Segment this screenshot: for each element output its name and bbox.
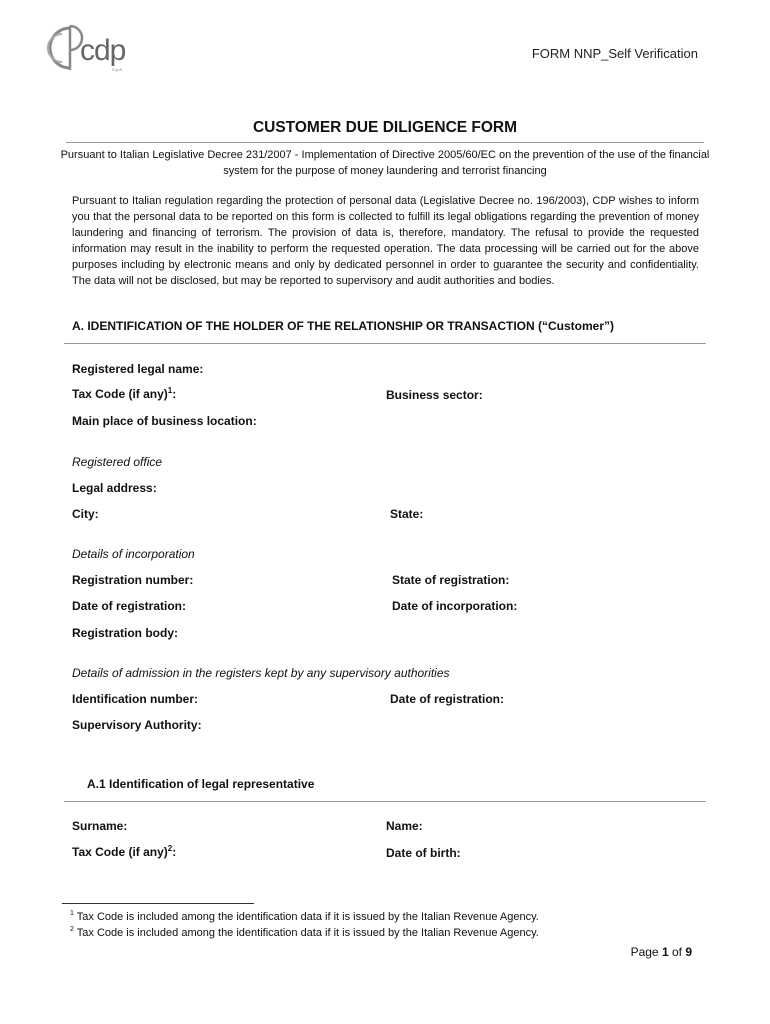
legal-address-label: Legal address:	[72, 481, 157, 495]
footnote-separator	[62, 903, 254, 904]
date-of-incorporation-label: Date of incorporation:	[392, 599, 518, 613]
page-current: 1	[661, 945, 669, 959]
registered-legal-name-label: Registered legal name:	[72, 362, 204, 376]
logo-spa: S.p.A.	[112, 67, 123, 72]
footnote-2-text: Tax Code is included among the identification data if it is issued by the Italian Revenue Agency.	[73, 927, 539, 939]
footnote-2	[70, 927, 539, 939]
date-of-birth-label: Date of birth:	[386, 846, 461, 860]
state-of-registration-label: State of registration:	[392, 573, 510, 587]
business-sector-label: Business sector:	[386, 388, 483, 402]
name-label: Name:	[386, 819, 423, 833]
admission-subheading: Details of admission in the registers kept by any supervisory authorities	[72, 666, 450, 680]
logo-wordmark: cdp	[80, 34, 126, 67]
incorporation-subheading: Details of incorporation	[72, 547, 195, 561]
form-identifier: FORM NNP_Self Verification	[531, 46, 698, 61]
section-a1-heading: A.1 Identification of legal representative	[87, 777, 315, 791]
rep-tax-code-text: Tax Code (if any)	[72, 845, 168, 859]
privacy-notice: Pursuant to Italian regulation regarding the protection of personal data (Legislative Decree no. 196/2003), CDP wishes to inform you that the personal data to be reported on this form is collected to fulfill its legal obligations regarding the prevention of money laundering and financing of terrorism. The provision of data is, therefore, mandatory. The refusal to provide the requested information may result in the inability to perform the requested operation. The data processing will be carried out for the above purposes including by electronic means and only by dedicated personnel in order to guarantee the security and confidentiality. The data will not be disclosed, but may be reported to supervisory and audit authorities and bodies.	[72, 195, 699, 287]
registration-body-label: Registration body:	[72, 626, 179, 640]
rep-tax-code-label: Tax Code (if any)$^2$:	[72, 844, 177, 859]
title-divider	[66, 142, 704, 143]
document-title: CUSTOMER DUE DILIGENCE FORM	[252, 119, 518, 136]
footnote-1	[70, 911, 539, 923]
footnote-1-text: Tax Code is included among the identification data if it is issued by the Italian Revenue Agency.	[73, 911, 539, 923]
identification-number-label: Identification number:	[72, 692, 198, 706]
legal-basis-text: Pursuant to Italian Legislative Decree 231/2007 - Implementation of Directive 2005/60/EC on the prevention of the use of the financial system for the purpose of money laundering and terrorist financing	[60, 149, 710, 177]
state-label: State:	[390, 507, 424, 521]
section-a-heading: A. IDENTIFICATION OF THE HOLDER OF THE RELATIONSHIP OR TRANSACTION (“Customer”)	[72, 319, 614, 333]
footnote-2-mark: 2	[70, 926, 74, 933]
date-of-registration-2-label: Date of registration:	[390, 692, 505, 706]
supervisory-authority-label: Supervisory Authority:	[72, 718, 202, 732]
surname-label: Surname:	[72, 819, 128, 833]
tax-code-label: Tax Code (if any)$^1$:	[72, 386, 177, 401]
registered-office-subheading: Registered office	[72, 455, 163, 469]
footnote-ref-1: 1	[167, 386, 173, 395]
footnote-1-mark: 1	[70, 910, 74, 917]
city-label: City:	[72, 507, 99, 521]
footnote-ref-2: 2	[167, 844, 173, 853]
section-a-divider	[64, 343, 706, 344]
registration-number-label: Registration number:	[72, 573, 194, 587]
page-total: 9	[685, 945, 692, 959]
main-place-label: Main place of business location:	[72, 414, 257, 428]
date-of-registration-label: Date of registration:	[72, 599, 187, 613]
page-number	[560, 945, 692, 959]
tax-code-text: Tax Code (if any)	[72, 387, 168, 401]
page-sep: of	[668, 945, 686, 959]
page-prefix: Page	[630, 945, 662, 959]
section-a1-divider	[64, 801, 706, 802]
